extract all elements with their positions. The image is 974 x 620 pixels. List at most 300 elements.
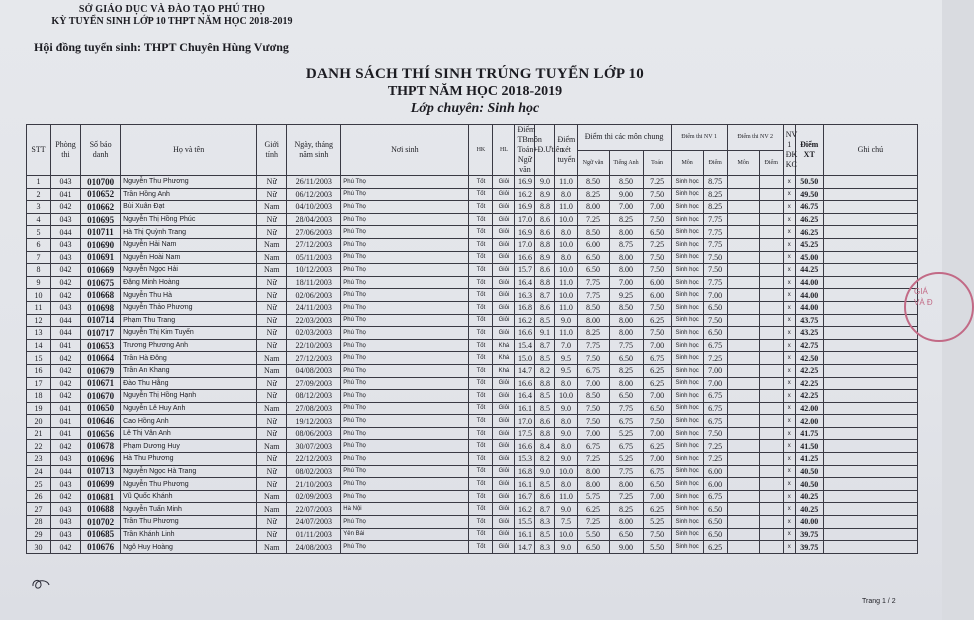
cell-birthplace: Phú Thọ bbox=[341, 402, 469, 415]
cell-stt: 18 bbox=[27, 390, 51, 403]
cell-math: 6.25 bbox=[643, 377, 671, 390]
cell-lit: 8.00 bbox=[577, 201, 609, 214]
cell-stt: 5 bbox=[27, 226, 51, 239]
cell-birthplace: Phú Thọ bbox=[341, 226, 469, 239]
cell-note bbox=[823, 490, 917, 503]
cell-dob: 04/08/2003 bbox=[287, 364, 341, 377]
cell-note bbox=[823, 427, 917, 440]
cell-gender: Nữ bbox=[257, 314, 287, 327]
cell-nv1-subject: Sinh học bbox=[671, 427, 703, 440]
cell-xt: 41.25 bbox=[795, 453, 823, 466]
cell-nv2-points bbox=[759, 289, 783, 302]
cell-dob: 06/12/2003 bbox=[287, 188, 341, 201]
cell-bonus: 8.6 bbox=[535, 213, 555, 226]
cell-stt: 16 bbox=[27, 364, 51, 377]
cell-name: Nguyễn Tuấn Minh bbox=[121, 503, 257, 516]
cell-room: 042 bbox=[51, 377, 81, 390]
cell-eng: 8.00 bbox=[609, 226, 643, 239]
cell-nv1-subject: Sinh học bbox=[671, 516, 703, 529]
cell-nv: x bbox=[783, 453, 795, 466]
table-row bbox=[27, 213, 918, 226]
cell-birthplace: Yên Bái bbox=[341, 528, 469, 541]
cell-nv1-subject: Sinh học bbox=[671, 440, 703, 453]
cell-lit: 7.50 bbox=[577, 402, 609, 415]
cell-nv2-subject bbox=[727, 176, 759, 189]
cell-room: 041 bbox=[51, 427, 81, 440]
cell-stt: 30 bbox=[27, 541, 51, 554]
cell-xt: 42.25 bbox=[795, 390, 823, 403]
cell-nv2-subject bbox=[727, 289, 759, 302]
cell-nv1-points: 6.50 bbox=[703, 516, 727, 529]
cell-birthplace: Phú Thọ bbox=[341, 188, 469, 201]
cell-sbd: 010678 bbox=[81, 440, 121, 453]
cell-bonus: 8.6 bbox=[535, 490, 555, 503]
cell-avg: 15.3 bbox=[515, 453, 535, 466]
cell-name: Nguyễn Ngọc Hà Trang bbox=[121, 465, 257, 478]
cell-score: 9.0 bbox=[555, 402, 577, 415]
cell-dob: 24/11/2003 bbox=[287, 301, 341, 314]
cell-nv: x bbox=[783, 503, 795, 516]
cell-room: 042 bbox=[51, 490, 81, 503]
cell-eng: 8.00 bbox=[609, 478, 643, 491]
cell-lit: 8.50 bbox=[577, 226, 609, 239]
cell-gender: Nam bbox=[257, 503, 287, 516]
cell-hk: Tốt bbox=[469, 238, 493, 251]
cell-eng: 6.75 bbox=[609, 415, 643, 428]
cell-hl: Giỏi bbox=[493, 251, 515, 264]
cell-dob: 02/03/2003 bbox=[287, 327, 341, 340]
col-stt: STT bbox=[27, 125, 51, 176]
cell-nv2-points bbox=[759, 276, 783, 289]
table-row bbox=[27, 301, 918, 314]
cell-nv: x bbox=[783, 201, 795, 214]
cell-math: 5.50 bbox=[643, 541, 671, 554]
cell-note bbox=[823, 176, 917, 189]
cell-eng: 6.50 bbox=[609, 352, 643, 365]
cell-eng: 8.00 bbox=[609, 251, 643, 264]
cell-avg: 15.4 bbox=[515, 339, 535, 352]
cell-bonus: 9.1 bbox=[535, 327, 555, 340]
cell-nv1-points: 6.75 bbox=[703, 339, 727, 352]
cell-note bbox=[823, 440, 917, 453]
cell-sbd: 010650 bbox=[81, 402, 121, 415]
cell-nv1-points: 6.25 bbox=[703, 541, 727, 554]
cell-lit: 6.00 bbox=[577, 238, 609, 251]
cell-name: Phạm Thu Trang bbox=[121, 314, 257, 327]
cell-math: 6.25 bbox=[643, 440, 671, 453]
cell-name: Nguyễn Hải Nam bbox=[121, 238, 257, 251]
cell-note bbox=[823, 377, 917, 390]
cell-nv2-subject bbox=[727, 516, 759, 529]
cell-room: 043 bbox=[51, 176, 81, 189]
cell-nv2-points bbox=[759, 226, 783, 239]
cell-stt: 13 bbox=[27, 327, 51, 340]
cell-note bbox=[823, 276, 917, 289]
cell-hl: Giỏi bbox=[493, 490, 515, 503]
cell-nv2-subject bbox=[727, 213, 759, 226]
cell-xt: 43.25 bbox=[795, 327, 823, 340]
cell-gender: Nam bbox=[257, 440, 287, 453]
cell-note bbox=[823, 503, 917, 516]
cell-avg: 14.7 bbox=[515, 364, 535, 377]
cell-birthplace: Phú Thọ bbox=[341, 301, 469, 314]
cell-xt: 46.25 bbox=[795, 213, 823, 226]
cell-nv: x bbox=[783, 327, 795, 340]
cell-score: 8.0 bbox=[555, 440, 577, 453]
cell-math: 7.50 bbox=[643, 251, 671, 264]
cell-birthplace: Phú Thọ bbox=[341, 390, 469, 403]
cell-bonus: 8.8 bbox=[535, 377, 555, 390]
cell-lit: 6.50 bbox=[577, 251, 609, 264]
cell-nv1-subject: Sinh học bbox=[671, 251, 703, 264]
cell-score: 9.0 bbox=[555, 427, 577, 440]
cell-score: 7.0 bbox=[555, 339, 577, 352]
cell-nv1-points: 7.25 bbox=[703, 440, 727, 453]
cell-nv2-points bbox=[759, 490, 783, 503]
cell-nv2-points bbox=[759, 364, 783, 377]
cell-nv1-subject: Sinh học bbox=[671, 490, 703, 503]
cell-math: 6.25 bbox=[643, 364, 671, 377]
department-name: SỞ GIÁO DỤC VÀ ĐÀO TẠO PHÚ THỌ bbox=[78, 4, 266, 15]
cell-nv2-subject bbox=[727, 226, 759, 239]
cell-birthplace: Phú Thọ bbox=[341, 377, 469, 390]
cell-nv: x bbox=[783, 188, 795, 201]
cell-bonus: 8.5 bbox=[535, 478, 555, 491]
cell-score: 8.0 bbox=[555, 478, 577, 491]
cell-gender: Nữ bbox=[257, 528, 287, 541]
cell-lit: 7.75 bbox=[577, 276, 609, 289]
cell-math: 6.50 bbox=[643, 226, 671, 239]
cell-score: 10.0 bbox=[555, 289, 577, 302]
cell-lit: 8.25 bbox=[577, 327, 609, 340]
cell-gender: Nữ bbox=[257, 453, 287, 466]
cell-nv1-subject: Sinh học bbox=[671, 301, 703, 314]
cell-sbd: 010681 bbox=[81, 490, 121, 503]
cell-note bbox=[823, 213, 917, 226]
cell-nv2-subject bbox=[727, 528, 759, 541]
col-dob: Ngày, tháng năm sinh bbox=[287, 125, 341, 176]
cell-eng: 8.50 bbox=[609, 176, 643, 189]
cell-hl: Giỏi bbox=[493, 516, 515, 529]
cell-gender: Nam bbox=[257, 364, 287, 377]
cell-dob: 28/04/2003 bbox=[287, 213, 341, 226]
cell-birthplace: Phú Thọ bbox=[341, 453, 469, 466]
cell-score: 8.0 bbox=[555, 226, 577, 239]
cell-xt: 40.25 bbox=[795, 490, 823, 503]
cell-lit: 5.50 bbox=[577, 528, 609, 541]
cell-bonus: 8.3 bbox=[535, 516, 555, 529]
cell-nv2-points bbox=[759, 402, 783, 415]
cell-hk: Tốt bbox=[469, 213, 493, 226]
cell-avg: 15.7 bbox=[515, 264, 535, 277]
cell-name: Đào Thu Hằng bbox=[121, 377, 257, 390]
cell-hk: Tốt bbox=[469, 176, 493, 189]
cell-room: 042 bbox=[51, 276, 81, 289]
cell-nv2-subject bbox=[727, 440, 759, 453]
cell-birthplace: Phú Thọ bbox=[341, 478, 469, 491]
cell-bonus: 8.5 bbox=[535, 314, 555, 327]
table-row bbox=[27, 339, 918, 352]
cell-sbd: 010717 bbox=[81, 327, 121, 340]
cell-note bbox=[823, 226, 917, 239]
cell-note bbox=[823, 238, 917, 251]
cell-lit: 6.75 bbox=[577, 364, 609, 377]
cell-nv1-subject: Sinh học bbox=[671, 238, 703, 251]
cell-dob: 27/12/2003 bbox=[287, 352, 341, 365]
cell-birthplace: Phú Thọ bbox=[341, 440, 469, 453]
cell-math: 6.25 bbox=[643, 503, 671, 516]
col-nv2-points: Điểm bbox=[759, 150, 783, 176]
cell-room: 043 bbox=[51, 238, 81, 251]
cell-math: 7.00 bbox=[643, 453, 671, 466]
cell-sbd: 010662 bbox=[81, 201, 121, 214]
cell-nv: x bbox=[783, 440, 795, 453]
cell-eng: 8.25 bbox=[609, 213, 643, 226]
cell-nv2-points bbox=[759, 478, 783, 491]
cell-bonus: 9.0 bbox=[535, 465, 555, 478]
cell-xt: 44.00 bbox=[795, 289, 823, 302]
cell-dob: 08/02/2003 bbox=[287, 465, 341, 478]
cell-nv1-subject: Sinh học bbox=[671, 364, 703, 377]
cell-xt: 45.00 bbox=[795, 251, 823, 264]
cell-room: 042 bbox=[51, 352, 81, 365]
cell-gender: Nữ bbox=[257, 188, 287, 201]
table-row bbox=[27, 453, 918, 466]
cell-bonus: 8.7 bbox=[535, 339, 555, 352]
cell-dob: 19/12/2003 bbox=[287, 415, 341, 428]
cell-nv: x bbox=[783, 478, 795, 491]
cell-name: Trương Phương Anh bbox=[121, 339, 257, 352]
cell-nv1-points: 8.25 bbox=[703, 188, 727, 201]
cell-lit: 8.25 bbox=[577, 188, 609, 201]
cell-avg: 16.1 bbox=[515, 528, 535, 541]
cell-bonus: 8.5 bbox=[535, 528, 555, 541]
cell-nv: x bbox=[783, 339, 795, 352]
cell-nv2-subject bbox=[727, 390, 759, 403]
cell-nv: x bbox=[783, 390, 795, 403]
cell-avg: 16.8 bbox=[515, 465, 535, 478]
cell-nv: x bbox=[783, 364, 795, 377]
cell-sbd: 010688 bbox=[81, 503, 121, 516]
cell-room: 042 bbox=[51, 364, 81, 377]
cell-name: Nguyễn Ngọc Hải bbox=[121, 264, 257, 277]
col-xt: Điểm XT bbox=[795, 125, 823, 176]
cell-xt: 40.50 bbox=[795, 478, 823, 491]
cell-eng: 6.50 bbox=[609, 528, 643, 541]
cell-bonus: 8.9 bbox=[535, 251, 555, 264]
cell-nv1-points: 7.25 bbox=[703, 453, 727, 466]
cell-birthplace: Phú Thọ bbox=[341, 327, 469, 340]
cell-sbd: 010656 bbox=[81, 427, 121, 440]
cell-eng: 8.50 bbox=[609, 301, 643, 314]
cell-score: 8.0 bbox=[555, 415, 577, 428]
cell-math: 6.50 bbox=[643, 478, 671, 491]
cell-birthplace: Phú Thọ bbox=[341, 314, 469, 327]
cell-gender: Nữ bbox=[257, 276, 287, 289]
cell-nv1-points: 6.75 bbox=[703, 415, 727, 428]
cell-dob: 01/11/2003 bbox=[287, 528, 341, 541]
cell-birthplace: Phú Thọ bbox=[341, 516, 469, 529]
cell-room: 043 bbox=[51, 516, 81, 529]
cell-nv1-subject: Sinh học bbox=[671, 541, 703, 554]
cell-stt: 8 bbox=[27, 264, 51, 277]
cell-xt: 42.25 bbox=[795, 377, 823, 390]
cell-nv2-points bbox=[759, 377, 783, 390]
cell-nv: x bbox=[783, 528, 795, 541]
cell-name: Đặng Minh Hoàng bbox=[121, 276, 257, 289]
cell-hk: Tốt bbox=[469, 453, 493, 466]
cell-sbd: 010668 bbox=[81, 289, 121, 302]
cell-xt: 43.75 bbox=[795, 314, 823, 327]
cell-nv2-subject bbox=[727, 465, 759, 478]
cell-name: Nguyễn Thị Kim Tuyến bbox=[121, 327, 257, 340]
cell-hl: Giỏi bbox=[493, 238, 515, 251]
cell-avg: 16.6 bbox=[515, 251, 535, 264]
cell-nv2-subject bbox=[727, 402, 759, 415]
cell-nv1-points: 6.50 bbox=[703, 503, 727, 516]
cell-score: 10.0 bbox=[555, 465, 577, 478]
cell-sbd: 010700 bbox=[81, 176, 121, 189]
cell-nv1-points: 7.75 bbox=[703, 276, 727, 289]
cell-avg: 16.8 bbox=[515, 301, 535, 314]
cell-room: 041 bbox=[51, 415, 81, 428]
cell-xt: 40.50 bbox=[795, 465, 823, 478]
document-title: DANH SÁCH THÍ SINH TRÚNG TUYỂN LỚP 10 bbox=[305, 66, 645, 82]
cell-score: 9.0 bbox=[555, 503, 577, 516]
cell-birthplace: Phú Thọ bbox=[341, 364, 469, 377]
cell-score: 10.0 bbox=[555, 264, 577, 277]
cell-sbd: 010698 bbox=[81, 301, 121, 314]
cell-avg: 16.2 bbox=[515, 314, 535, 327]
col-lit: Ngữ văn bbox=[577, 150, 609, 176]
cell-stt: 3 bbox=[27, 201, 51, 214]
cell-lit: 5.75 bbox=[577, 490, 609, 503]
cell-dob: 18/11/2003 bbox=[287, 276, 341, 289]
table-row bbox=[27, 188, 918, 201]
cell-sbd: 010691 bbox=[81, 251, 121, 264]
cell-avg: 17.0 bbox=[515, 415, 535, 428]
cell-nv: x bbox=[783, 264, 795, 277]
cell-room: 043 bbox=[51, 478, 81, 491]
table-row bbox=[27, 415, 918, 428]
col-nv1-subject: Môn bbox=[671, 150, 703, 176]
cell-name: Phạm Dương Huy bbox=[121, 440, 257, 453]
cell-nv1-subject: Sinh học bbox=[671, 453, 703, 466]
cell-avg: 17.5 bbox=[515, 427, 535, 440]
cell-gender: Nữ bbox=[257, 516, 287, 529]
cell-avg: 16.1 bbox=[515, 402, 535, 415]
cell-hl: Giỏi bbox=[493, 327, 515, 340]
cell-score: 10.0 bbox=[555, 213, 577, 226]
cell-gender: Nam bbox=[257, 201, 287, 214]
cell-nv1-points: 7.00 bbox=[703, 289, 727, 302]
cell-avg: 16.4 bbox=[515, 390, 535, 403]
cell-hl: Khá bbox=[493, 339, 515, 352]
cell-score: 8.0 bbox=[555, 251, 577, 264]
cell-avg: 14.7 bbox=[515, 541, 535, 554]
cell-nv2-points bbox=[759, 453, 783, 466]
cell-nv1-points: 7.50 bbox=[703, 314, 727, 327]
col-sbd: Số báo danh bbox=[81, 125, 121, 176]
exam-name: KỲ TUYỂN SINH LỚP 10 THPT NĂM HỌC 2018-2019 bbox=[51, 16, 293, 27]
cell-note bbox=[823, 264, 917, 277]
cell-hk: Tốt bbox=[469, 541, 493, 554]
cell-lit: 7.50 bbox=[577, 415, 609, 428]
cell-stt: 2 bbox=[27, 188, 51, 201]
cell-nv1-subject: Sinh học bbox=[671, 352, 703, 365]
cell-dob: 27/09/2003 bbox=[287, 377, 341, 390]
cell-note bbox=[823, 188, 917, 201]
cell-score: 9.5 bbox=[555, 364, 577, 377]
cell-birthplace: Hà Nội bbox=[341, 503, 469, 516]
cell-hl: Khá bbox=[493, 352, 515, 365]
cell-note bbox=[823, 415, 917, 428]
cell-name: Nguyễn Lê Huy Anh bbox=[121, 402, 257, 415]
cell-nv1-subject: Sinh học bbox=[671, 465, 703, 478]
cell-score: 11.0 bbox=[555, 301, 577, 314]
cell-name: Nguyễn Thị Hồng Phúc bbox=[121, 213, 257, 226]
cell-note bbox=[823, 352, 917, 365]
cell-nv: x bbox=[783, 490, 795, 503]
cell-nv1-subject: Sinh học bbox=[671, 213, 703, 226]
cell-score: 7.5 bbox=[555, 516, 577, 529]
cell-gender: Nữ bbox=[257, 427, 287, 440]
cell-nv1-points: 7.50 bbox=[703, 427, 727, 440]
cell-eng: 7.00 bbox=[609, 276, 643, 289]
cell-math: 7.00 bbox=[643, 390, 671, 403]
cell-nv: x bbox=[783, 301, 795, 314]
page-number: Trang 1 / 2 bbox=[862, 598, 896, 605]
cell-nv2-subject bbox=[727, 201, 759, 214]
cell-dob: 22/03/2003 bbox=[287, 314, 341, 327]
cell-nv2-subject bbox=[727, 503, 759, 516]
cell-hl: Giỏi bbox=[493, 289, 515, 302]
cell-sbd: 010679 bbox=[81, 364, 121, 377]
cell-nv1-subject: Sinh học bbox=[671, 390, 703, 403]
table-row bbox=[27, 289, 918, 302]
table-row bbox=[27, 352, 918, 365]
cell-name: Ngô Huy Hoàng bbox=[121, 541, 257, 554]
cell-dob: 21/10/2003 bbox=[287, 478, 341, 491]
table-row bbox=[27, 276, 918, 289]
cell-xt: 45.25 bbox=[795, 238, 823, 251]
cell-dob: 22/07/2003 bbox=[287, 503, 341, 516]
cell-hk: Tốt bbox=[469, 327, 493, 340]
cell-eng: 7.75 bbox=[609, 465, 643, 478]
cell-name: Bùi Xuân Đạt bbox=[121, 201, 257, 214]
cell-dob: 02/06/2003 bbox=[287, 289, 341, 302]
cell-note bbox=[823, 339, 917, 352]
cell-birthplace: Phú Thọ bbox=[341, 251, 469, 264]
cell-sbd: 010695 bbox=[81, 213, 121, 226]
cell-nv1-points: 7.75 bbox=[703, 226, 727, 239]
cell-note bbox=[823, 289, 917, 302]
cell-name: Trần Thu Phương bbox=[121, 516, 257, 529]
cell-note bbox=[823, 478, 917, 491]
cell-gender: Nam bbox=[257, 541, 287, 554]
table-row bbox=[27, 201, 918, 214]
cell-eng: 8.00 bbox=[609, 314, 643, 327]
cell-eng: 8.25 bbox=[609, 364, 643, 377]
cell-math: 7.00 bbox=[643, 201, 671, 214]
cell-sbd: 010702 bbox=[81, 516, 121, 529]
cell-nv1-points: 6.50 bbox=[703, 327, 727, 340]
cell-gender: Nữ bbox=[257, 377, 287, 390]
cell-dob: 02/09/2003 bbox=[287, 490, 341, 503]
cell-stt: 14 bbox=[27, 339, 51, 352]
cell-xt: 46.75 bbox=[795, 201, 823, 214]
cell-nv: x bbox=[783, 465, 795, 478]
